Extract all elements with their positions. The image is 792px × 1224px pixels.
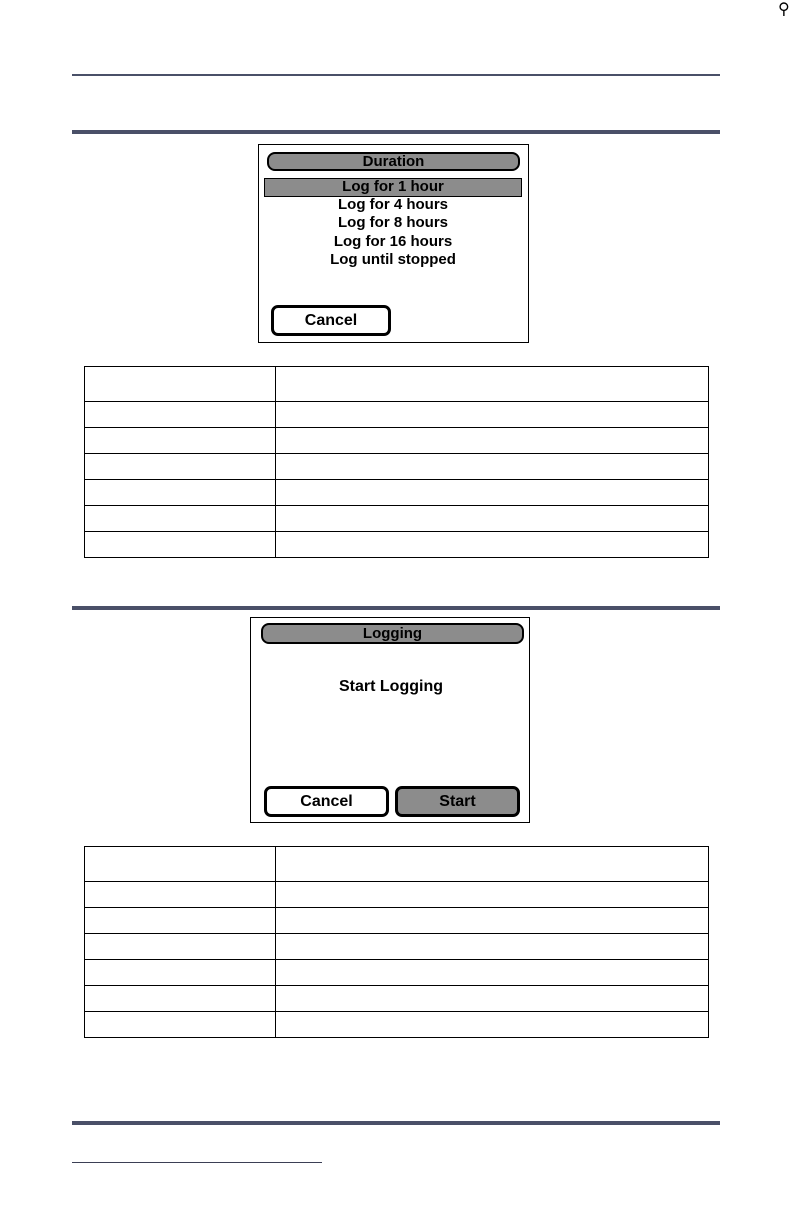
logging-title-bar: Logging xyxy=(261,623,524,644)
cancel-button[interactable]: Cancel xyxy=(271,305,391,336)
table-row xyxy=(85,506,709,532)
table-row xyxy=(85,908,709,934)
duration-options-table xyxy=(84,366,709,558)
footer-rule xyxy=(72,1121,720,1125)
start-button[interactable]: Start xyxy=(395,786,520,817)
menu-item-log-16-hours[interactable]: Log for 16 hours xyxy=(333,233,453,250)
table-header-row xyxy=(85,367,709,402)
footnote-rule xyxy=(72,1162,322,1163)
menu-item-log-8-hours[interactable]: Log for 8 hours xyxy=(338,214,448,231)
table-row xyxy=(85,402,709,428)
table-row xyxy=(85,882,709,908)
table-row xyxy=(85,1012,709,1038)
table-row xyxy=(85,960,709,986)
logging-screen xyxy=(250,617,530,823)
table-row xyxy=(85,986,709,1012)
duration-screen xyxy=(258,144,529,343)
duration-title-bar: Duration xyxy=(267,152,520,171)
section-rule-duration xyxy=(72,130,720,134)
table-header-row xyxy=(85,847,709,882)
logging-options-table xyxy=(84,846,709,1038)
menu-item-log-until-stopped[interactable]: Log until stopped xyxy=(330,251,456,268)
pushpin-icon: ⚲ xyxy=(778,1,790,18)
header-rule xyxy=(72,74,720,76)
menu-item-log-1-hour[interactable]: Log for 1 hour xyxy=(264,178,522,197)
table-row xyxy=(85,532,709,558)
table-row xyxy=(85,428,709,454)
table-row xyxy=(85,934,709,960)
table-row xyxy=(85,480,709,506)
menu-item-log-4-hours[interactable]: Log for 4 hours xyxy=(338,196,448,213)
start-logging-message: Start Logging xyxy=(339,678,443,695)
cancel-button[interactable]: Cancel xyxy=(264,786,389,817)
table-row xyxy=(85,454,709,480)
section-rule-logging xyxy=(72,606,720,610)
